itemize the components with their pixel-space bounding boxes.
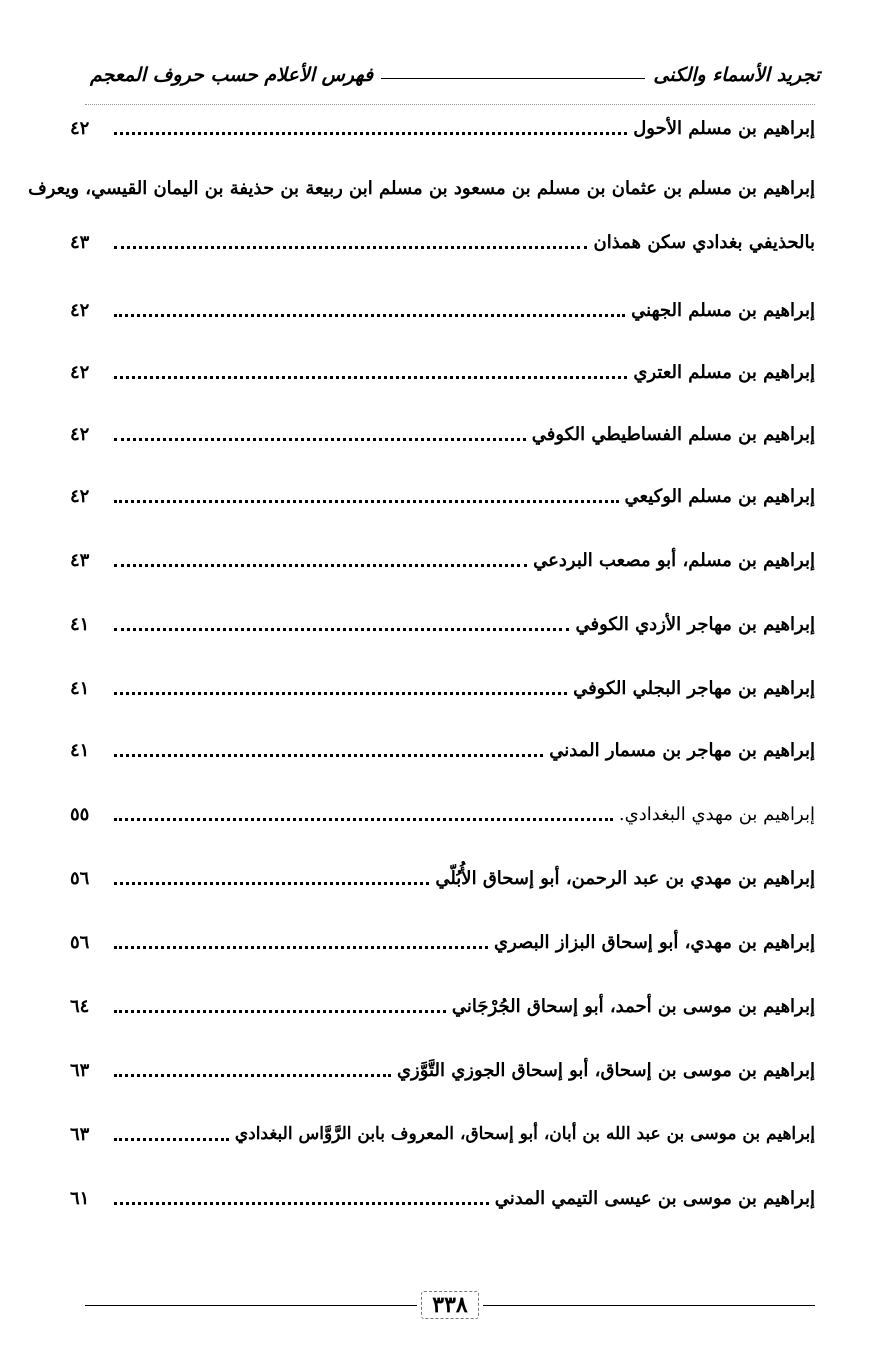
leader-dots [114,438,526,441]
entry-name: إبراهيم بن مسلم الفساطيطي الكوفي [531,423,815,445]
book-title: تجريد الأسماء والكنى [653,64,820,86]
leader-dots [114,1010,446,1013]
leader-dots [114,882,429,885]
entry-name: إبراهيم بن مسلم العتري [633,361,815,383]
index-entry [70,922,815,962]
entry-name: إبراهيم بن موسى بن عبد الله بن أبان، أبو إسحاق، المعروف بابن الرَّوَّاس البغدادي [234,1124,815,1144]
footer-rule-left [85,1305,417,1306]
entry-name: إبراهيم بن مهاجر الأزدي الكوفي [575,613,815,635]
entry-name: إبراهيم بن مهاجر البجلي الكوفي [573,677,815,699]
entry-page: ٦٤ [70,995,90,1017]
entry-name: إبراهيم بن مهاجر بن مسمار المدني [549,739,815,761]
entry-name: إبراهيم بن موسى بن عيسى التيمي المدني [494,1187,815,1209]
running-header [90,58,820,92]
entry-page: ٥٦ [70,931,90,953]
entry-page: ٤٢ [70,485,90,507]
index-entry [70,668,815,708]
leader-dots [114,376,627,379]
page-footer [85,1288,815,1322]
entry-page: ٦٣ [70,1123,90,1145]
leader-dots [114,132,627,135]
leader-dots [114,692,567,695]
index-entry [70,604,815,644]
leader-dots [114,1138,229,1141]
leader-dots [114,246,587,249]
page-number: ٣٣٨ [421,1291,478,1319]
index-entry [70,290,815,330]
leader-dots [114,628,569,631]
leader-dots [114,946,488,949]
index-entry [70,108,815,148]
entry-name: إبراهيم بن مسلم، أبو مصعب البردعي [533,549,815,571]
index-entry [70,1050,815,1090]
entry-name: إبراهيم بن مسلم الجهني [631,299,815,321]
leader-dots [114,564,527,567]
leader-dots [114,500,619,503]
index-entry [70,1178,815,1218]
entry-name-line1: إبراهيم بن مسلم بن عثمان بن مسلم بن مسعود بن مسلم ابن ربيعة بن حذيفة بن اليمان القيسي، ويعرف [28,178,815,199]
entry-page: ٤٢ [70,361,90,383]
leader-dots [114,314,625,317]
entry-name: إبراهيم بن مهدي بن عبد الرحمن، أبو إسحاق الأُبُلّي [435,867,815,889]
index-entry [70,540,815,580]
index-entry [70,730,815,770]
entry-page: ٤٢ [70,117,90,139]
entry-name: إبراهيم بن موسى بن أحمد، أبو إسحاق الجُرْجَاني [451,995,815,1017]
entry-page: ٤٣ [70,231,90,253]
index-entry [70,414,815,454]
entry-page: ٤١ [70,613,90,635]
index-entry [70,476,815,516]
index-entry [70,1114,815,1154]
index-entry [70,222,815,262]
entry-page: ٥٦ [70,867,90,889]
index-entry [70,986,815,1026]
entry-name: إبراهيم بن مهدي، أبو إسحاق البزاز البصري [494,931,815,953]
entry-name: إبراهيم بن مهدي البغدادي. [618,803,815,825]
leader-dots [114,1202,489,1205]
entry-page: ٥٥ [70,803,90,825]
entry-page: ٦١ [70,1187,90,1209]
section-title: فهرس الأعلام حسب حروف المعجم [90,64,374,86]
entry-page: ٤٢ [70,423,90,445]
index-entry [70,794,815,834]
leader-dots [114,1074,391,1077]
entry-name: إبراهيم بن مسلم الوكيعي [624,485,815,507]
entry-page: ٤١ [70,739,90,761]
leader-dots [114,818,613,821]
entry-page: ٤١ [70,677,90,699]
entry-page: ٤٢ [70,299,90,321]
leader-dots [114,754,543,757]
header-divider [85,104,815,105]
entry-name-line2: بالحذيفي بغدادي سكن همذان [593,231,815,253]
entry-page: ٦٣ [70,1059,90,1081]
entry-name: إبراهيم بن موسى بن إسحاق، أبو إسحاق الجوزي التَّوَّزي [396,1059,815,1081]
header-rule [381,78,645,79]
index-entry [70,352,815,392]
entry-name: إبراهيم بن مسلم الأحول [633,117,815,139]
entry-page: ٤٣ [70,549,90,571]
footer-rule-right [483,1305,815,1306]
index-entry [70,858,815,898]
